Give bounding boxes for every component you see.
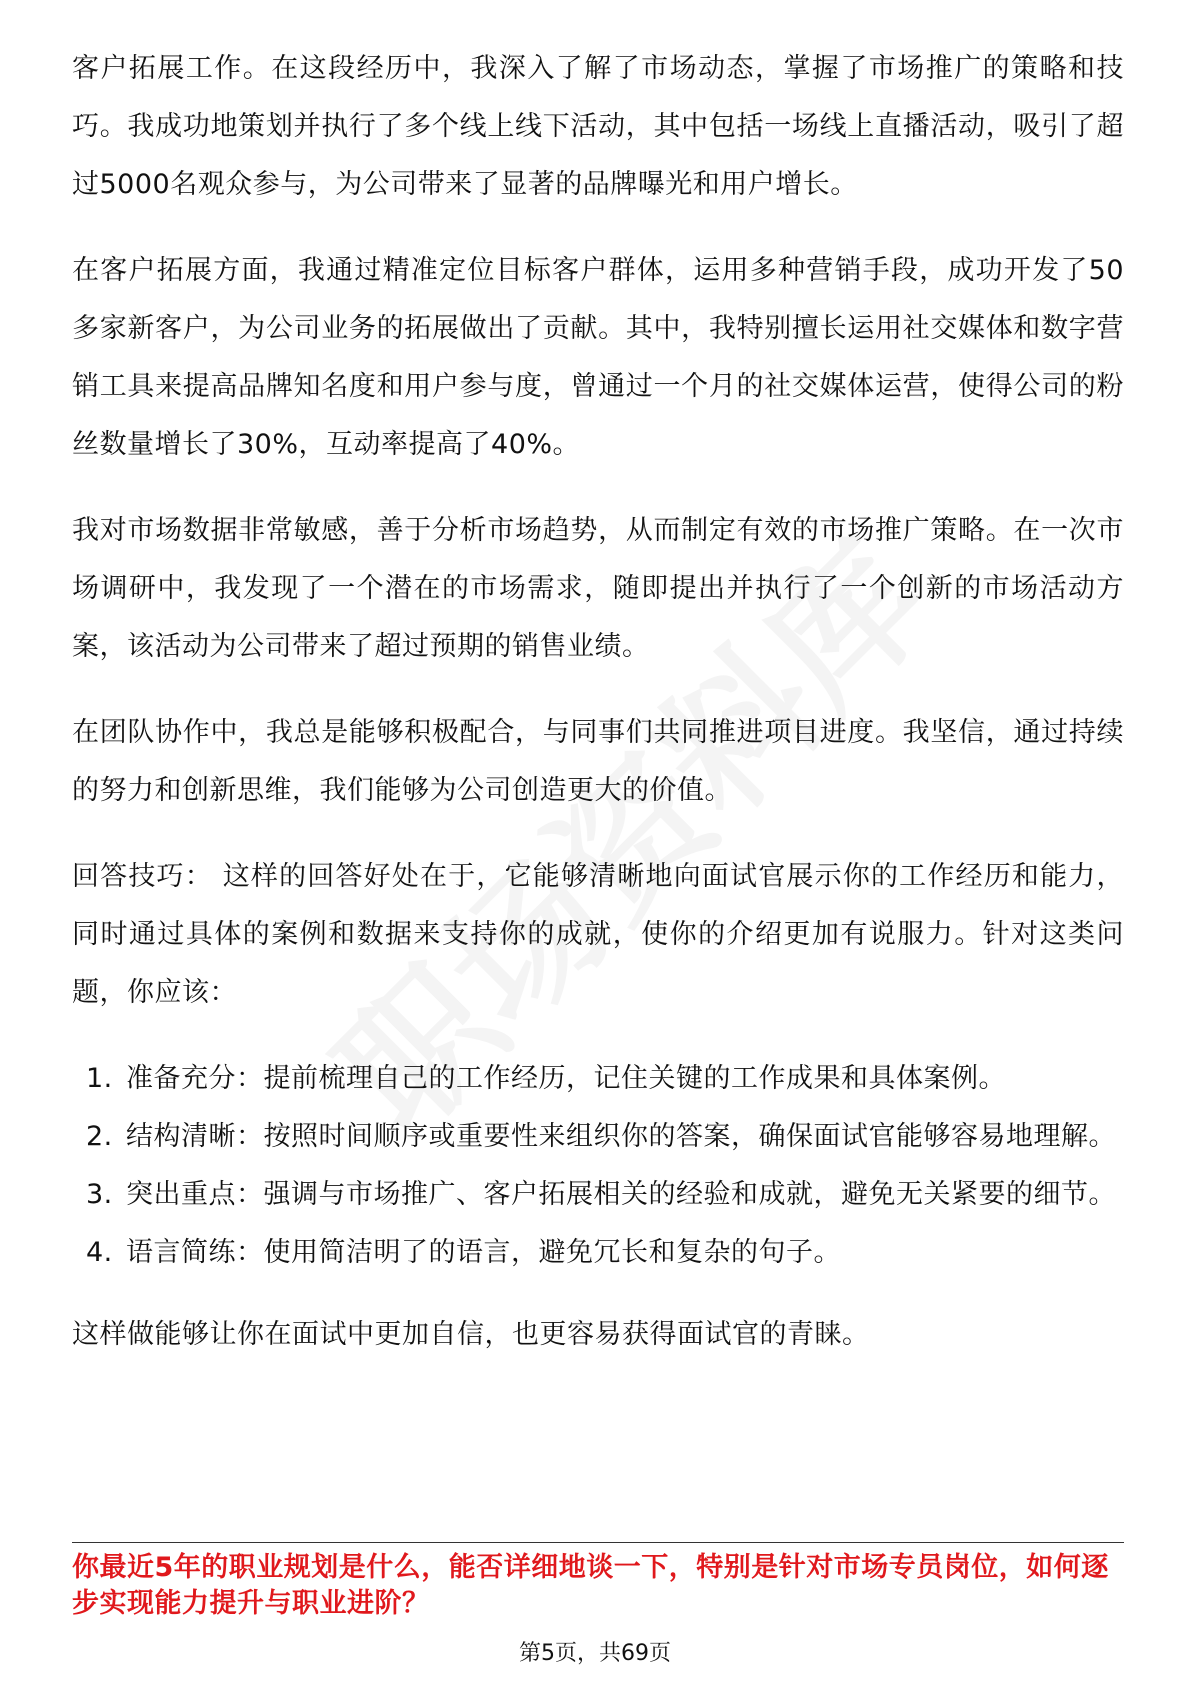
list-number: 1. xyxy=(86,1063,113,1094)
list-item xyxy=(72,1224,1124,1282)
list-text: 结构清晰：按照时间顺序或重要性来组织你的答案，确保面试官能够容易地理解。 xyxy=(126,1121,1116,1152)
closing-paragraph: 这样做能够让你在面试中更加自信，也更容易获得面试官的青睐。 xyxy=(72,1319,870,1350)
tips-list xyxy=(72,1050,1124,1282)
next-question-heading: 你最近5年的职业规划是什么，能否详细地谈一下，特别是针对市场专员岗位，如何逐步实现能力提升与职业进阶？ xyxy=(72,1552,1109,1619)
list-item xyxy=(72,1108,1124,1166)
list-text: 突出重点：强调与市场推广、客户拓展相关的经验和成就，避免无关紧要的细节。 xyxy=(126,1179,1116,1210)
document-body xyxy=(72,40,1124,1392)
list-text: 语言简练：使用简洁明了的语言，避免冗长和复杂的句子。 xyxy=(126,1237,841,1268)
list-text: 准备充分：提前梳理自己的工作经历，记住关键的工作成果和具体案例。 xyxy=(126,1063,1006,1094)
paragraph-4: 在团队协作中，我总是能够积极配合，与同事们共同推进项目进度。我坚信，通过持续的努力和创新思维，我们能够为公司创造更大的价值。 xyxy=(72,717,1124,806)
list-number: 4. xyxy=(86,1237,113,1268)
list-number: 3. xyxy=(86,1179,113,1210)
answer-tips-intro: 回答技巧： 这样的回答好处在于，它能够清晰地向面试官展示你的工作经历和能力，同时通过具体的案例和数据来支持你的成就，使你的介绍更加有说服力。针对这类问题，你应该： xyxy=(72,861,1124,1008)
list-item xyxy=(72,1050,1124,1108)
page-number: 第5页，共69页 xyxy=(519,1641,671,1666)
paragraph-2: 在客户拓展方面，我通过精准定位目标客户群体，运用多种营销手段，成功开发了50多家新客户，为公司业务的拓展做出了贡献。其中，我特别擅长运用社交媒体和数字营销工具来提高品牌知名度和用户参与度，曾通过一个月的社交媒体运营，使得公司的粉丝数量增长了30%，互动率提高了40%。 xyxy=(72,255,1124,460)
list-number: 2. xyxy=(86,1121,113,1152)
section-divider xyxy=(72,1542,1124,1543)
paragraph-3: 我对市场数据非常敏感，善于分析市场趋势，从而制定有效的市场推广策略。在一次市场调研中，我发现了一个潜在的市场需求，随即提出并执行了一个创新的市场活动方案，该活动为公司带来了超过预期的销售业绩。 xyxy=(72,515,1124,662)
list-item xyxy=(72,1166,1124,1224)
paragraph-1: 客户拓展工作。在这段经历中，我深入了解了市场动态，掌握了市场推广的策略和技巧。我成功地策划并执行了多个线上线下活动，其中包括一场线上直播活动，吸引了超过5000名观众参与，为公司带来了显著的品牌曝光和用户增长。 xyxy=(72,53,1124,200)
